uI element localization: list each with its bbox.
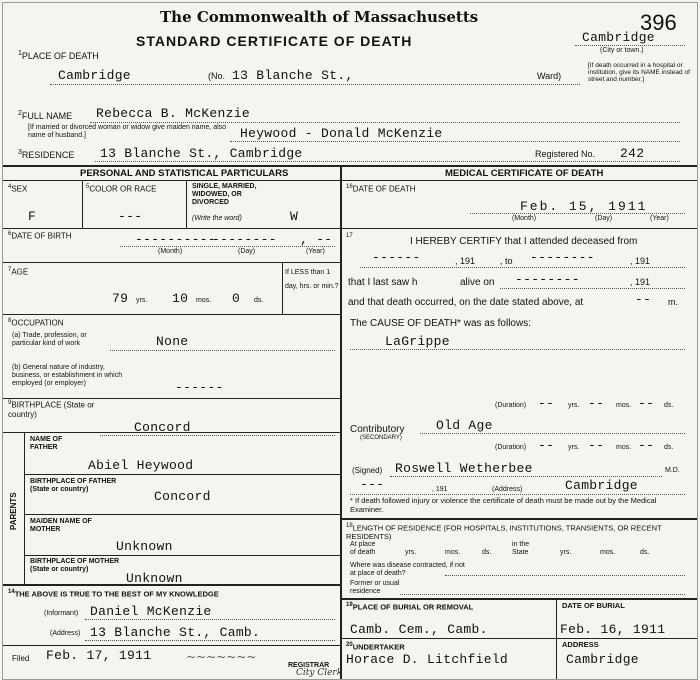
state-title: The Commonwealth of Massachusetts: [160, 8, 479, 26]
sign-address-label: (Address): [492, 486, 523, 493]
length-mos-2: mos.: [600, 549, 616, 556]
dob-day-dash: --------: [212, 232, 277, 247]
sex-value: F: [28, 209, 37, 224]
marital-value: W: [290, 209, 299, 224]
birthplace-label: $^9$BIRTHPLACE (State or country): [8, 400, 95, 419]
father-value: Abiel Heywood: [88, 458, 194, 473]
contributory-label: Contributory: [350, 424, 405, 435]
dod-year-label: (Year): [650, 215, 669, 222]
burial-date-value: Feb. 16, 1911: [560, 622, 666, 637]
address-label: (Address): [50, 630, 81, 637]
place-note: [If death occurred in a hospital or institution, give its NAME instead of street and number.]: [588, 62, 690, 83]
cause-label: The CAUSE OF DEATH* was as follows:: [350, 318, 531, 329]
name-label: $^2$FULL NAME: [18, 110, 73, 121]
registrar-signature: ~~~~~~~: [186, 650, 257, 664]
certificate-title: STANDARD CERTIFICATE OF DEATH: [136, 33, 413, 49]
certify-dash-1: ------: [372, 250, 421, 265]
sex-label: $^4$SEX: [8, 184, 28, 194]
informant-label: (Informant): [44, 610, 79, 617]
husband-value: Heywood - Donald McKenzie: [240, 126, 443, 141]
dob-label: $^6$DATE OF BIRTH: [8, 231, 72, 241]
certify-line2b: , to: [500, 256, 513, 266]
certify-line3c: , 191: [630, 277, 651, 287]
parents-label: PARENTS: [9, 492, 18, 530]
sign-address-value: Cambridge: [565, 478, 638, 493]
dur2-y: --: [538, 438, 555, 453]
length-ds-1: ds.: [482, 549, 492, 556]
footnote: * If death followed injury or violence the certificate of death must be made out by the Medical Examiner.: [350, 496, 657, 514]
city-value: Cambridge: [582, 30, 655, 45]
dur1-yrs: yrs.: [568, 402, 580, 409]
occupation-a-label: (a) Trade, profession, or particular kind of work: [12, 332, 87, 347]
marital-note: (Write the word): [192, 215, 242, 222]
secondary-label: (SECONDARY): [360, 435, 402, 441]
dob-year-dash: , --: [300, 232, 333, 247]
color-value: ---: [118, 209, 143, 224]
item-17-number: 17: [346, 233, 353, 239]
dob-month-dash: ----------: [135, 232, 217, 247]
registered-value: 242: [620, 146, 645, 161]
mother-bp-value: Unknown: [126, 571, 183, 586]
burial-value: Camb. Cem., Camb.: [350, 622, 488, 637]
dob-month-label: (Month): [158, 248, 183, 255]
length-yrs-1: yrs.: [405, 549, 417, 556]
cause-value: LaGrippe: [385, 334, 450, 349]
father-bp-label: BIRTHPLACE OF FATHER (State or country): [30, 478, 117, 493]
at-place-label: At place of death: [350, 541, 376, 556]
dur1-y: --: [538, 396, 555, 411]
mother-value: Unknown: [116, 539, 173, 554]
less-than-label: If LESS than 1 day, hrs. or min.?: [285, 269, 339, 290]
contributory-value: Old Age: [436, 418, 493, 433]
address-value: 13 Blanche St., Camb.: [90, 625, 261, 640]
dur2-mos: mos.: [616, 444, 632, 451]
registrar-sig-text: City Clerk: [296, 668, 343, 678]
dob-day-label: (Day): [238, 248, 256, 255]
length-ds-2: ds.: [640, 549, 650, 556]
age-ds-label: ds.: [254, 297, 264, 304]
dod-day-label: (Day): [595, 215, 613, 222]
informant-value: Daniel McKenzie: [90, 604, 212, 619]
certify-line4b: m.: [668, 297, 678, 307]
dur1-mos: mos.: [616, 402, 632, 409]
residence-label: $^3$RESIDENCE: [18, 149, 75, 160]
certify-dash-2: --------: [530, 250, 595, 265]
name-value: Rebecca B. McKenzie: [96, 106, 250, 121]
color-label: $^5$COLOR OR RACE: [86, 184, 157, 194]
father-label: NAME OF FATHER: [30, 436, 63, 451]
undertaker-address-label: ADDRESS: [562, 640, 599, 649]
duration-label-1: (Duration): [495, 402, 527, 409]
mother-bp-label: BIRTHPLACE OF MOTHER (State or country): [30, 558, 120, 573]
mother-label: MAIDEN NAME OF MOTHER: [30, 518, 92, 533]
certify-line3: that I last saw h: [348, 277, 418, 288]
age-months: 10: [172, 291, 189, 306]
filed-value: Feb. 17, 1911: [46, 648, 152, 663]
certify-line3b: alive on: [460, 277, 495, 288]
dur1-d: --: [638, 396, 655, 411]
certify-line2a: , 191: [455, 256, 476, 266]
certify-line4: and that death occurred, on the date stated above, at: [348, 297, 584, 308]
age-label: $^7$AGE: [8, 267, 29, 277]
certify-line2c: , 191: [630, 256, 651, 266]
length-yrs-2: yrs.: [560, 549, 572, 556]
burial-date-label: DATE OF BURIAL: [562, 601, 625, 610]
occupation-b-value: ------: [175, 380, 224, 395]
registered-label: Registered No.: [535, 149, 596, 159]
marital-label: SINGLE, MARRIED, WIDOWED, OR DIVORCED: [192, 183, 257, 206]
dur2-m: --: [588, 438, 605, 453]
contracted-label: Where was disease contracted, if not at place of death?: [350, 562, 465, 577]
dod-value: Feb. 15, 1911: [520, 199, 648, 214]
in-state-label: in the State: [512, 541, 530, 556]
dur2-ds: ds.: [664, 444, 674, 451]
signed-label: (Signed): [352, 466, 383, 475]
dod-label: $^{16}$DATE OF DEATH: [346, 184, 416, 194]
duration-label-2: (Duration): [495, 444, 527, 451]
age-mos-label: mos.: [196, 297, 212, 304]
place-ward-label: Ward): [537, 71, 562, 81]
name-note: [If married or divorced woman or widow give maiden name, also name of husband.]: [28, 124, 227, 139]
residence-value: 13 Blanche St., Cambridge: [100, 146, 303, 161]
city-label: (City or town.): [600, 47, 644, 54]
burial-label: $^{19}$PLACE OF BURIAL OR REMOVAL: [346, 602, 474, 612]
undertaker-label: $^{20}$UNDERTAKER: [346, 642, 405, 652]
age-years: 79: [112, 291, 129, 306]
undertaker-address-value: Cambridge: [566, 652, 639, 667]
dod-month-label: (Month): [512, 215, 537, 222]
medical-heading: MEDICAL CERTIFICATE OF DEATH: [445, 168, 604, 179]
place-value: Cambridge: [58, 68, 131, 83]
dur1-m: --: [588, 396, 605, 411]
place-label: $^1$PLACE OF DEATH: [18, 50, 99, 61]
dur2-yrs: yrs.: [568, 444, 580, 451]
certificate-number: 396: [640, 10, 677, 35]
place-no-label: (No.: [208, 71, 226, 81]
certify-dash-3: --------: [515, 272, 580, 287]
length-label: $^{18}$LENGTH OF RESIDENCE (FOR HOSPITALS, INSTITUTIONS, TRANSIENTS, OR RECENT RESIDENTS): [346, 523, 662, 541]
certify-text: I HEREBY CERTIFY that I attended deceased from: [410, 236, 638, 247]
filed-label: Filed: [12, 654, 30, 663]
occupation-label: $^8$OCCUPATION: [8, 318, 64, 328]
sign-date-dash: ---: [360, 477, 385, 492]
father-bp-value: Concord: [154, 489, 211, 504]
undertaker-value: Horace D. Litchfield: [346, 652, 509, 667]
registrar-label: REGISTRAR: [288, 662, 330, 669]
dur1-ds: ds.: [664, 402, 674, 409]
dur2-d: --: [638, 438, 655, 453]
sign-date-suffix: , 191: [432, 486, 448, 493]
certify-dash-4: --: [635, 292, 652, 307]
age-days: 0: [232, 291, 241, 306]
true-label: $^{14}$THE ABOVE IS TRUE TO THE BEST OF MY KNOWLEDGE: [8, 589, 219, 599]
former-label: Former or usual residence: [350, 580, 400, 595]
birthplace-value: Concord: [134, 420, 191, 435]
length-mos-1: mos.: [445, 549, 461, 556]
dob-year-label: (Year): [306, 248, 325, 255]
age-yrs-label: yrs.: [136, 297, 148, 304]
personal-heading: PERSONAL AND STATISTICAL PARTICULARS: [80, 168, 289, 179]
signed-value: Roswell Wetherbee: [395, 461, 533, 476]
place-street: 13 Blanche St.,: [232, 68, 354, 83]
md-label: M.D.: [665, 467, 680, 474]
occupation-a-value: None: [156, 334, 189, 349]
occupation-b-label: (b) General nature of industry, business, or establishment in which employed (or employer): [12, 364, 123, 387]
